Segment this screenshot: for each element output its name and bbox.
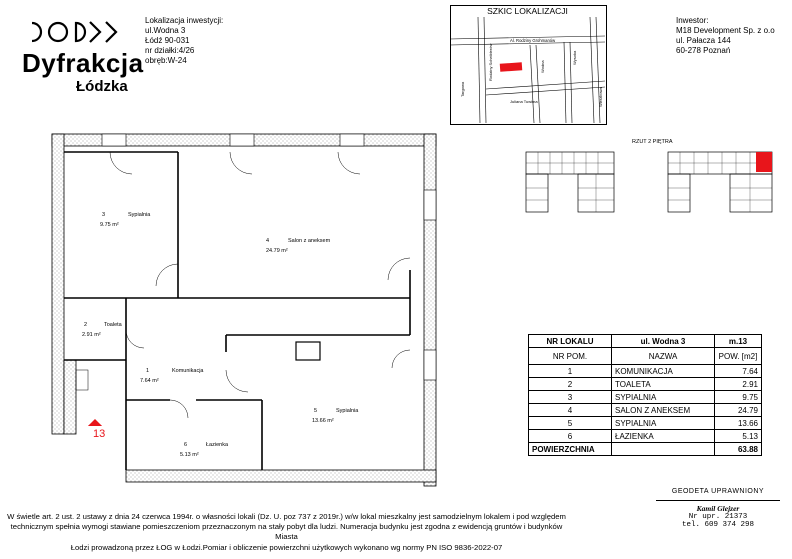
location-heading: Lokalizacja inwestycji:	[145, 16, 224, 25]
legal-line-3: Łodzi prowadzoną przez ŁOG w Łodzi.Pomiar i obliczenie powierzchni użytkowych wykonano wg normy PN ISO 9836-2022-07	[70, 542, 503, 552]
room-3-name: Sypialnia	[128, 212, 151, 218]
entrance-number: 13	[93, 428, 106, 440]
row-area: 2.91	[715, 378, 762, 391]
row-name: KOMUNIKACJA	[612, 365, 715, 378]
room-3-area: 9.75 m²	[100, 222, 119, 228]
table-row	[529, 417, 762, 430]
logo-shapes-icon	[28, 17, 138, 47]
table-header-address: ul. Wodna 3	[612, 335, 715, 348]
room-6-name: Łazienka	[206, 442, 229, 448]
legal-note	[4, 512, 569, 553]
room-5-area: 13.66 m²	[312, 418, 334, 424]
table-row	[529, 378, 762, 391]
table-row	[529, 430, 762, 443]
logo-name: Dyfrakcja	[22, 48, 144, 78]
row-nr: 1	[529, 365, 612, 378]
table-total-spacer	[612, 443, 715, 456]
street-label: Al. Rodziny Grohmanów	[510, 38, 556, 43]
table-total-label: POWIERZCHNIA	[529, 443, 612, 456]
location-district: obręb:W-24	[145, 56, 187, 65]
table-row	[529, 404, 762, 417]
row-name: SYPIALNIA	[612, 391, 715, 404]
row-nr: 4	[529, 404, 612, 417]
street-label: Rodziny Scheiblerów	[488, 43, 493, 81]
street-label: Wodna	[540, 60, 545, 73]
legal-line-1: W świetle art. 2 ust. 2 ustawy z dnia 24 czerwca 1994r. o własności lokali (Dz. U. poz 737 z 2019r.) w/w lokal mieszkalny jest samodzielnym lokalem i pod względem	[7, 512, 566, 521]
table-row	[529, 391, 762, 404]
investor-city: 60-278 Poznań	[676, 46, 731, 55]
sketch-map	[450, 17, 606, 123]
row-nr: 6	[529, 430, 612, 443]
room-2-name: Toaleta	[104, 322, 122, 328]
stamp-license: Nr upr. 21373	[688, 513, 748, 521]
room-3-number: 3	[102, 212, 106, 218]
row-nr: 5	[529, 417, 612, 430]
row-nr: 2	[529, 378, 612, 391]
room-6-area: 5.13 m²	[180, 452, 199, 458]
street-label: Wysoka	[572, 50, 577, 65]
unit-highlight	[756, 152, 772, 172]
sketch-title: SZKIC LOKALIZACJI	[487, 6, 568, 16]
room-1-name: Komunikacja	[172, 368, 204, 374]
entrance-triangle	[88, 419, 102, 426]
room-1-area: 7.64 m²	[140, 378, 159, 384]
table-header-number: m.13	[715, 335, 762, 348]
row-area: 24.79	[715, 404, 762, 417]
room-2-area: 2.91 m²	[82, 332, 101, 338]
street-label: Targowa	[460, 81, 465, 97]
row-nr: 3	[529, 391, 612, 404]
investor-street: ul. Pałacza 144	[676, 36, 731, 45]
street-label: Juliana Tuwima	[510, 99, 538, 104]
table-col-nr: NR POM.	[529, 348, 612, 365]
investor-info	[676, 16, 775, 56]
location-info	[145, 16, 223, 66]
table-total-value: 63.88	[715, 443, 762, 456]
location-street: ul.Wodna 3	[145, 26, 186, 35]
row-name: TOALETA	[612, 378, 715, 391]
room-2-number: 2	[84, 322, 88, 328]
legal-line-2: technicznym spełnia wymogi stawiane pomieszczeniom przeznaczonym na stały pobyt dla ludzi. Numeracja budynku jest zgodna z ewidencją gruntów i budynków Miasta	[10, 522, 563, 542]
logo-subtitle: Łódzka	[76, 78, 128, 95]
room-4-name: Salon z aneksem	[288, 238, 331, 244]
row-area: 9.75	[715, 391, 762, 404]
building-marker	[500, 62, 523, 72]
floor-plan	[40, 130, 500, 492]
units-table	[528, 334, 762, 456]
table-header-unit: NR LOKALU	[529, 335, 612, 348]
stamp-title: GEODETA UPRAWNIONY	[671, 488, 765, 495]
room-6-number: 6	[184, 442, 188, 448]
location-parcel: nr działki:4/26	[145, 46, 195, 55]
stamp-phone: tel. 609 374 298	[681, 521, 754, 529]
row-name: ŁAZIENKA	[612, 430, 715, 443]
row-name: SALON Z ANEKSEM	[612, 404, 715, 417]
investor-name: M18 Development Sp. z o.o	[676, 26, 775, 35]
location-city: Łódź 90-031	[145, 36, 190, 45]
street-label: Wierzbowa	[598, 87, 603, 107]
stamp-name: Kamil Glejzer	[696, 504, 740, 513]
investor-label: Inwestor:	[676, 16, 709, 25]
room-1-number: 1	[146, 368, 150, 374]
room-4-number: 4	[266, 238, 270, 244]
room-5-name: Sypialnia	[336, 408, 359, 414]
row-name: SYPIALNIA	[612, 417, 715, 430]
table-col-area: POW. [m2]	[715, 348, 762, 365]
floor-key-plan	[518, 148, 786, 216]
floor-label: RZUT 2 PIĘTRA	[632, 139, 673, 145]
room-5-number: 5	[314, 408, 318, 414]
surveyor-stamp	[648, 488, 788, 529]
room-4-area: 24.79 m²	[266, 248, 288, 254]
row-area: 5.13	[715, 430, 762, 443]
row-area: 7.64	[715, 365, 762, 378]
table-col-name: NAZWA	[612, 348, 715, 365]
row-area: 13.66	[715, 417, 762, 430]
table-row	[529, 365, 762, 378]
